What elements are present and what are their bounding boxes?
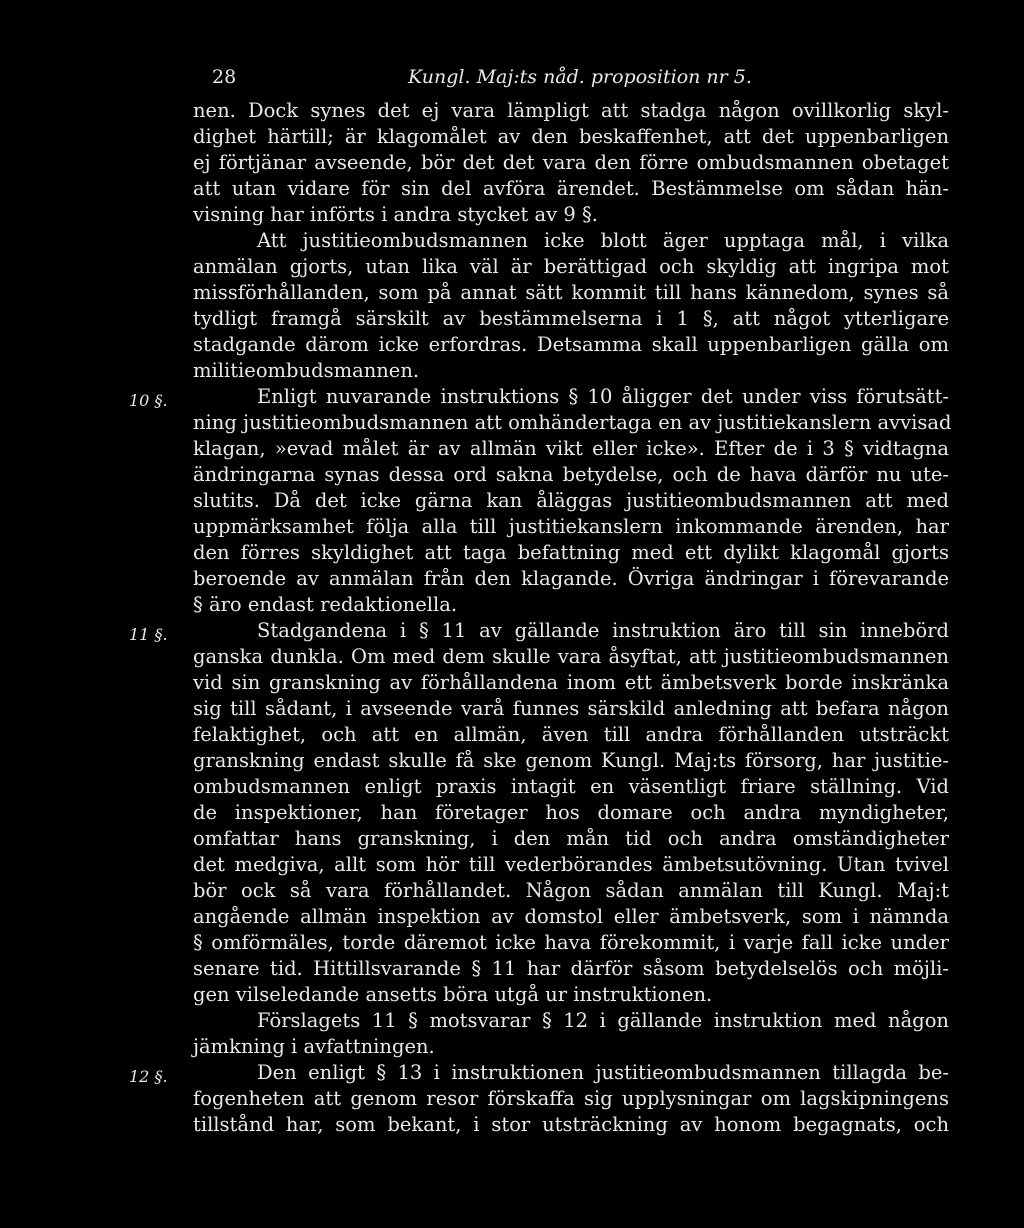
text-line: det medgiva, allt som hör till vederbörandes ämbetsutövning. Utan tvivel	[193, 853, 949, 876]
text-line: § omförmäles, torde däremot icke hava förekommit, i varje fall icke under	[193, 931, 949, 954]
text-line: slutits. Då det icke gärna kan åläggas justitieombudsmannen att med	[193, 489, 949, 512]
text-line: beroende av anmälan från den klagande. Övriga ändringar i förevarande	[193, 567, 949, 590]
text-line: missförhållanden, som på annat sätt kommit till hans kännedom, synes så	[193, 281, 949, 304]
text-line: § äro endast redaktionella.	[193, 593, 458, 616]
text-line: Stadgandena i § 11 av gällande instruktion äro till sin innebörd	[257, 619, 949, 642]
text-line: anmälan gjorts, utan lika väl är berättigad och skyldig att ingripa mot	[193, 255, 949, 278]
text-line: Förslagets 11 § motsvarar § 12 i gällande instruktion med någon	[257, 1009, 949, 1032]
text-line: granskning endast skulle få ske genom Kungl. Maj:ts försorg, har justitie-	[193, 749, 949, 772]
text-line: tillstånd har, som bekant, i stor utsträckning av honom begagnats, och	[193, 1113, 949, 1136]
text-line: ombudsmannen enligt praxis intagit en väsentligt friare ställning. Vid	[193, 775, 949, 798]
text-line: vid sin granskning av förhållandena inom ett ämbetsverk borde inskränka	[193, 671, 949, 694]
margin-note-section-11: 11 §.	[129, 625, 168, 644]
text-line: nen. Dock synes det ej vara lämpligt att stadga någon ovillkorlig skyl-	[193, 99, 949, 122]
text-line: tydligt framgå särskilt av bestämmelserna i 1 §, att något ytterligare	[193, 307, 949, 330]
text-line: fogenheten att genom resor förskaffa sig upplysningar om lagskipningens	[193, 1087, 949, 1110]
text-line: Enligt nuvarande instruktions § 10 åligger det under viss förutsätt-	[257, 385, 949, 408]
running-title: Kungl. Maj:ts nåd. proposition nr 5.	[408, 66, 752, 88]
text-line: dighet härtill; är klagomålet av den beskaffenhet, att det uppenbarligen	[193, 125, 949, 148]
text-line: den förres skyldighet att taga befattning med ett dylikt klagomål gjorts	[193, 541, 949, 564]
text-line: angående allmän inspektion av domstol eller ämbetsverk, som i nämnda	[193, 905, 949, 928]
page-number: 28	[212, 66, 237, 88]
text-line: visning har införts i andra stycket av 9 §.	[193, 203, 598, 226]
text-line: Att justitieombudsmannen icke blott äger upptaga mål, i vilka	[257, 229, 949, 252]
text-line: Den enligt § 13 i instruktionen justitieombudsmannen tillagda be-	[257, 1061, 949, 1084]
text-line: jämkning i avfattningen.	[193, 1035, 435, 1058]
text-line: militieombudsmannen.	[193, 359, 420, 382]
text-line: sig till sådant, i avseende varå funnes särskild anledning att befara någon	[193, 697, 949, 720]
margin-note-section-10: 10 §.	[129, 391, 168, 410]
page-header	[212, 64, 772, 90]
text-line: ej förtjänar avseende, bör det det vara den förre ombudsmannen obetaget	[193, 151, 949, 174]
text-line: de inspektioner, han företager hos domare och andra myndigheter,	[193, 801, 949, 824]
text-line: omfattar hans granskning, i den mån tid och andra omständigheter	[193, 827, 949, 850]
text-line: senare tid. Hittillsvarande § 11 har därför såsom betydelselös och möjli-	[193, 957, 949, 980]
margin-note-section-12: 12 §.	[129, 1067, 168, 1086]
text-line: ganska dunkla. Om med dem skulle vara åsyftat, att justitieombudsmannen	[193, 645, 949, 668]
text-line: bör ock så vara förhållandet. Någon sådan anmälan till Kungl. Maj:t	[193, 879, 949, 902]
text-line: gen vilseledande ansetts böra utgå ur instruktionen.	[193, 983, 713, 1006]
text-line: ning justitieombudsmannen att omhändertaga en av justitiekanslern avvisad	[193, 411, 952, 434]
text-line: uppmärksamhet följa alla till justitiekanslern inkommande ärenden, har	[193, 515, 949, 538]
text-line: stadgande därom icke erfordras. Detsamma skall uppenbarligen gälla om	[193, 333, 949, 356]
text-line: att utan vidare för sin del avföra ärendet. Bestämmelse om sådan hän-	[193, 177, 949, 200]
text-line: felaktighet, och att en allmän, även till andra förhållanden utsträckt	[193, 723, 949, 746]
text-line: klagan, »evad målet är av allmän vikt eller icke». Efter de i 3 § vidtagna	[193, 437, 949, 460]
text-line: ändringarna synas dessa ord sakna betydelse, och de hava därför nu ute-	[193, 463, 949, 486]
